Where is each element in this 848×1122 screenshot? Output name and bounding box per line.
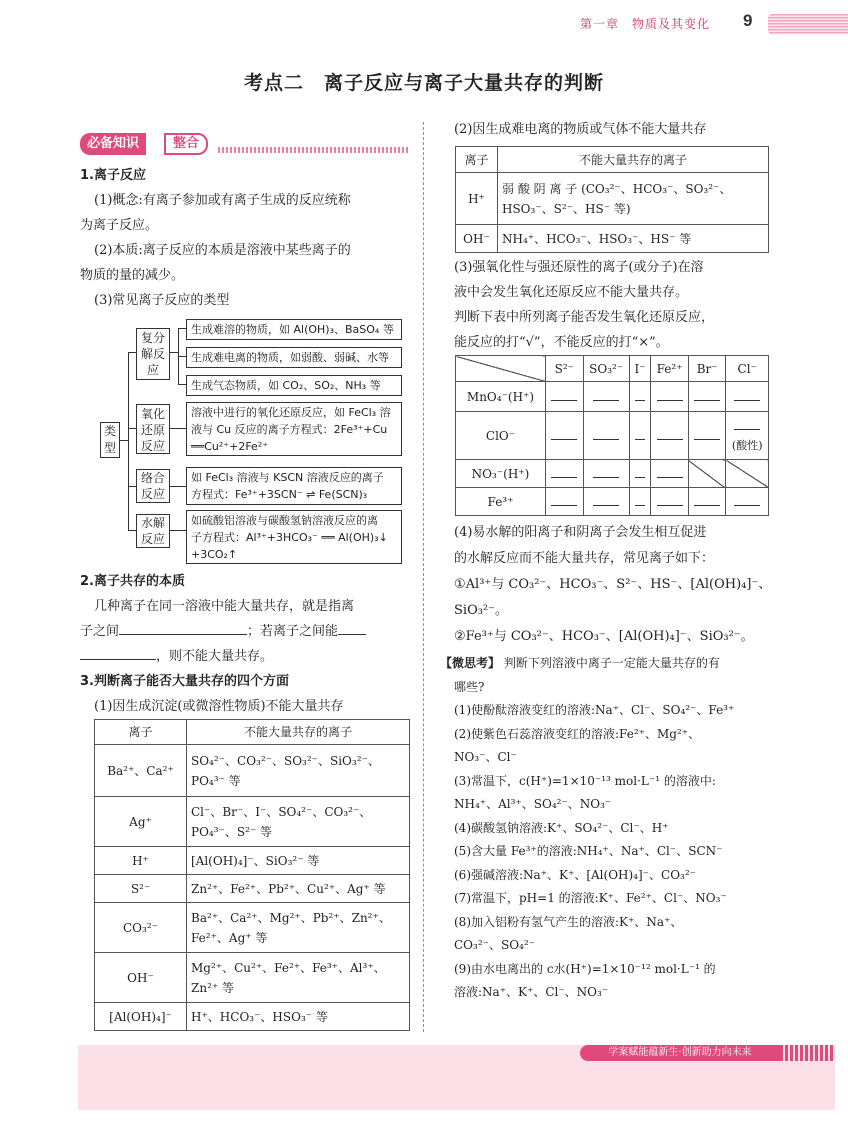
- text-line: SiO₃²⁻。: [454, 603, 509, 618]
- question-line: NH₄⁺、Al³⁺、SO₄²⁻、NO₃⁻: [454, 797, 612, 811]
- header-decoration: [768, 14, 848, 34]
- category-shuijie: 水解反应: [136, 514, 170, 548]
- category-yanghua: 氧化还原反应: [136, 404, 170, 454]
- page-title: 考点二 离子反应与离子大量共存的判断: [243, 72, 604, 94]
- diagram-root: 类型: [100, 422, 120, 458]
- question-line: (7)常温下，pH=1 的溶液:K⁺、Fe²⁺、Cl⁻、NO₃⁻: [454, 891, 727, 905]
- question-line: (3)常温下，c(H⁺)=1×10⁻¹³ mol·L⁻¹ 的溶液中:: [454, 773, 716, 788]
- precipitate-table: 离子 不能大量共存的离子 Ba²⁺、Ca²⁺ SO₄²⁻、CO₃²⁻、SO₃²⁻、SiO₃²⁻、 PO₄³⁻ 等 Ag⁺ Cl⁻、Br⁻、I⁻、SO₄²⁻、CO₃²⁻、 PO₄³⁻、S²⁻ 等 H⁺ [Al(OH)₄]⁻、SiO₃²⁻ 等 S²⁻ Zn²⁺、Fe²⁺、Pb²⁺、Cu²⁺、Ag⁺ 等 CO₃²⁻ Ba²⁺、Ca²⁺、Mg²⁺、Pb²⁺、Zn²⁺、 Fe²⁺、Ag⁺ 等 OH⁻ Mg²⁺、Cu²⁺、Fe²⁺、Fe³⁺、Al³⁺、 Zn²⁺ 等 [Al(OH)₄]⁻ H⁺、HCO₃⁻、HSO₃⁻ 等: [94, 719, 410, 1031]
- text-line: ，则不能大量共存。: [80, 644, 410, 669]
- text-line: 子之间 ；若离子之间能: [80, 619, 410, 644]
- text-line: (2)本质:离子反应的本质是溶液中某些离子的: [94, 243, 351, 258]
- text-line: 物质的量的减少。: [80, 268, 185, 283]
- chapter-title: 第一章 物质及其变化: [580, 17, 711, 31]
- question-line: (6)强碱溶液:Na⁺、K⁺、[Al(OH)₄]⁻、CO₃²⁻: [454, 867, 696, 882]
- right-column-p4: [440, 520, 780, 650]
- text-line: 哪些?: [454, 679, 485, 694]
- text-line: 能反应的打“√”，不能反应的打“×”。: [454, 335, 669, 350]
- diagram-item: 生成难溶的物质，如 Al(OH)₃、BaSO₄ 等: [186, 319, 402, 340]
- diagram-item: 生成气态物质，如 CO₂、SO₂、NH₃ 等: [186, 375, 402, 396]
- section-3-heading: 3.判断离子能否大量共存的四个方面: [80, 674, 289, 689]
- question-line: (5)含大量 Fe³⁺的溶液:NH₄⁺、Na⁺、Cl⁻、SCN⁻: [454, 844, 723, 858]
- right-column-top: [440, 117, 780, 142]
- left-column-mid: [80, 569, 410, 719]
- micro-think-section: [440, 652, 780, 1005]
- text-line: ①Al³⁺与 CO₃²⁻、HCO₃⁻、S²⁻、HS⁻、[Al(OH)₄]⁻、: [454, 577, 772, 592]
- diagram-item: 如 FeCl₃ 溶液与 KSCN 溶液反应的离子 方程式：Fe³⁺+3SCN⁻ ⇌ Fe(SCN)₃: [186, 467, 402, 505]
- question-line: (2)使紫色石蕊溶液变红的溶液:Fe²⁺、Mg²⁺、: [454, 726, 701, 741]
- footer-slogan: 学案赋能蕴新生·创新助力向未来: [580, 1045, 780, 1061]
- weak-electrolyte-table: 离子 不能大量共存的离子 H⁺ 弱 酸 阴 离 子 (CO₃²⁻、HCO₃⁻、SO₃²⁻、 HSO₃⁻、S²⁻、HS⁻ 等) OH⁻ NH₄⁺、HCO₃⁻、HSO₃⁻、HS⁻ 等: [455, 146, 769, 253]
- question-line: (4)碳酸氢钠溶液:K⁺、SO₄²⁻、Cl⁻、H⁺: [454, 820, 669, 835]
- left-column-top: [80, 163, 410, 313]
- page-number: 9: [743, 11, 753, 30]
- text-line: 判断下表中所列离子能否发生氧化还原反应，: [454, 310, 715, 325]
- column-divider: [423, 122, 424, 1032]
- diagram-item: 生成难电离的物质，如弱酸、弱碱、水等: [186, 347, 402, 368]
- badge-part2: 整合: [164, 133, 208, 155]
- redox-table: S²⁻ SO₃²⁻ I⁻ Fe²⁺ Br⁻ Cl⁻ MnO₄⁻(H⁺) ClO⁻ (酸性) NO₃⁻(H⁺) Fe³⁺: [455, 355, 769, 516]
- text-line: ②Fe³⁺与 CO₃²⁻、HCO₃⁻、[Al(OH)₄]⁻、SiO₃²⁻。: [454, 629, 754, 644]
- category-fufenjie: 复分解反应: [136, 328, 170, 380]
- text-line: (1)概念:有离子参加或有离子生成的反应统称: [94, 193, 351, 208]
- text-line: (4)易水解的阳离子和阴离子会发生相互促进: [454, 525, 707, 540]
- category-luohe: 络合反应: [136, 469, 170, 503]
- text-line: (3)常见离子反应的类型: [94, 293, 230, 308]
- text-line: 几种离子在同一溶液中能大量共存，就是指离: [94, 599, 355, 614]
- text-line: 的水解反应而不能大量共存，常见离子如下：: [454, 551, 715, 566]
- text-line: (1)因生成沉淀(或微溶性物质)不能大量共存: [94, 699, 344, 714]
- question-line: (9)由水电离出的 c水(H⁺)=1×10⁻¹² mol·L⁻¹ 的: [454, 961, 716, 976]
- section-1-heading: 1.离子反应: [80, 168, 146, 183]
- question-line: NO₃⁻、Cl⁻: [454, 750, 517, 764]
- text-line: 液中会发生氧化还原反应不能大量共存。: [454, 285, 689, 300]
- text-line: 为离子反应。: [80, 218, 159, 233]
- question-line: 溶液:Na⁺、K⁺、Cl⁻、NO₃⁻: [454, 985, 609, 999]
- diagram-item: 如硫酸铝溶液与碳酸氢钠溶液反应的离 子方程式：Al³⁺+3HCO₃⁻ ══ Al(OH)₃↓ +3CO₂↑: [186, 510, 402, 564]
- section-2-heading: 2.离子共存的本质: [80, 574, 185, 589]
- text-line: 【微思考】 判断下列溶液中离子一定能大量共存的有: [440, 656, 720, 670]
- question-line: (8)加入铝粉有氢气产生的溶液:K⁺、Na⁺、: [454, 914, 683, 929]
- right-column-p3: [440, 255, 780, 355]
- text-line: (3)强氧化性与强还原性的离子(或分子)在溶: [454, 260, 704, 275]
- badge-part1: 必备知识: [80, 133, 146, 155]
- question-line: (1)使酚酞溶液变红的溶液:Na⁺、Cl⁻、SO₄²⁻、Fe³⁺: [454, 703, 735, 717]
- footer-decoration: [780, 1045, 835, 1061]
- text-line: (2)因生成难电离的物质或气体不能大量共存: [454, 122, 707, 137]
- question-line: CO₃²⁻、SO₄²⁻: [454, 938, 535, 952]
- badge-dots: [218, 147, 410, 153]
- section-badge: [80, 133, 410, 155]
- diagram-item: 溶液中进行的氧化还原反应，如 FeCl₃ 溶 液与 Cu 反应的离子方程式：2Fe³⁺+Cu ══Cu²⁺+2Fe²⁺: [186, 402, 402, 456]
